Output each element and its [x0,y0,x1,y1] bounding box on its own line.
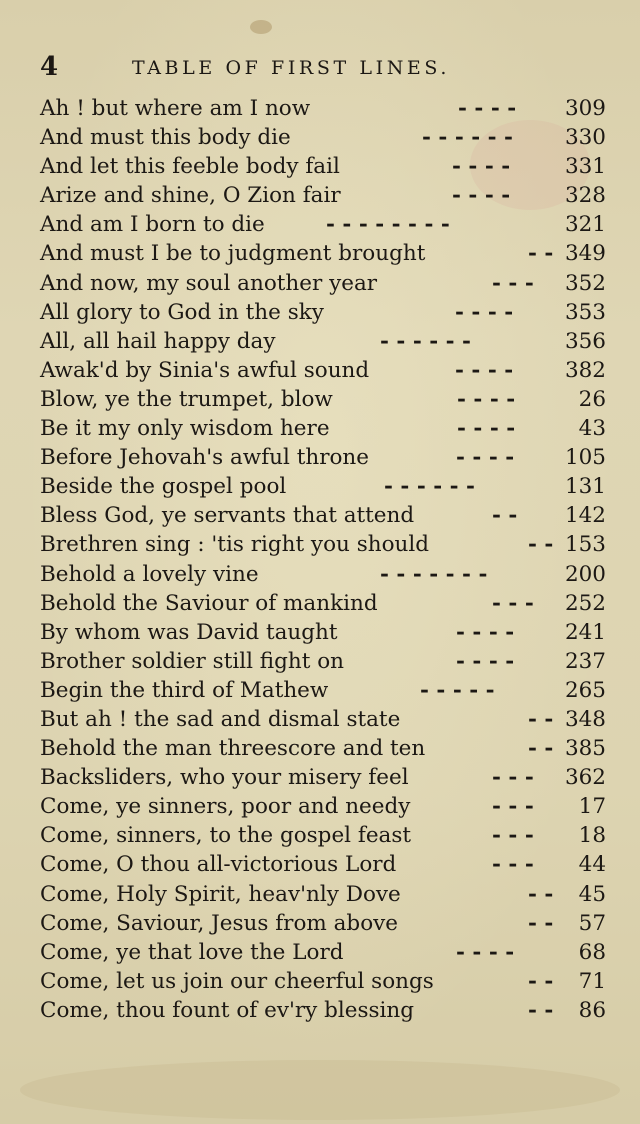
first-line-text: Come, O thou all-victorious Lord [40,852,397,878]
index-entry [40,763,606,792]
hymn-number: 331 [564,154,606,180]
index-entry [40,181,606,210]
hymn-number: 45 [578,881,606,907]
first-line-text: And am I born to die [40,212,265,238]
first-line-text: But ah ! the sad and dismal state [40,706,401,732]
first-line-text: Come, Saviour, Jesus from above [40,910,399,936]
first-line-text: Come, Holy Spirit, heav'nly Dove [40,881,401,907]
index-entry [40,472,606,501]
first-line-text: Brethren sing : 'tis right you should [40,532,430,558]
index-entry [40,589,606,618]
hymn-number: 330 [564,125,606,151]
dot-leader: - - [528,706,554,732]
first-line-text: Blow, ye the trumpet, blow [40,386,333,412]
paper-stain [20,1060,620,1120]
first-line-text: Before Jehovah's awful throne [40,445,369,471]
hymn-number: 385 [564,736,606,762]
index-entry [40,298,606,327]
first-line-text: Behold the man threescore and ten [40,736,426,762]
index-entry [40,269,606,298]
dot-leader: - - [492,503,518,529]
first-line-text: Behold a lovely vine [40,561,259,587]
first-line-text: Bless God, ye servants that attend [40,503,415,529]
first-line-text: All glory to God in the sky [40,299,324,325]
hymn-number: 26 [578,386,606,412]
first-line-text: Awak'd by Sinia's awful sound [40,357,370,383]
first-line-text: Brother soldier still fight on [40,648,345,674]
index-entry [40,152,606,181]
first-line-text: Ah ! but where am I now [40,96,311,121]
running-title: TABLE OF FIRST LINES. [132,57,450,79]
dot-leader: - - - - - - [422,125,513,151]
first-line-text: Come, let us join our cheerful songs [40,968,434,994]
first-line-text: And must I be to judgment brought [40,241,426,267]
index-entry [40,560,606,589]
index-entry [40,94,606,123]
dot-leader: - - - - [458,96,517,121]
first-line-text: Be it my only wisdom here [40,416,330,442]
index-entry [40,821,606,850]
index-entry [40,647,606,676]
hymn-number: 382 [564,357,606,383]
index-entry [40,327,606,356]
page-header [40,50,600,84]
hymn-number: 252 [564,590,606,616]
hymn-number: 362 [564,765,606,791]
index-entry [40,792,606,821]
index-entry [40,530,606,559]
index-entry [40,996,606,1025]
first-line-text: Come, sinners, to the gospel feast [40,823,412,849]
index-entry [40,676,606,705]
dot-leader: - - - - [456,648,515,674]
hymn-number: 349 [564,241,606,267]
first-line-text: Come, ye that love the Lord [40,939,344,965]
index-entry [40,239,606,268]
dot-leader: - - - - [457,416,516,442]
hymn-number: 353 [564,299,606,325]
dot-leader: - - - - [452,183,511,209]
hymn-number: 265 [564,677,606,703]
index-entry [40,414,606,443]
hymn-number: 71 [578,968,606,994]
first-line-text: Backsliders, who your misery feel [40,765,409,791]
hymn-number: 200 [564,561,606,587]
hymn-number: 142 [564,503,606,529]
first-line-text: Behold the Saviour of mankind [40,590,378,616]
dot-leader: - - - - - - [380,328,471,354]
hymn-number: 328 [564,183,606,209]
dot-leader: - - - - [457,386,516,412]
hymn-number: 309 [564,96,606,121]
dot-leader: - - - - [456,445,515,471]
dot-leader: - - - - [455,299,514,325]
index-entry [40,618,606,647]
dot-leader: - - [528,968,554,994]
hymn-number: 68 [578,939,606,965]
dot-leader: - - [528,997,554,1023]
index-entry [40,443,606,472]
first-lines-index [40,94,606,1025]
index-entry [40,356,606,385]
hymn-number: 237 [564,648,606,674]
dot-leader: - - - - - [420,677,495,703]
index-entry [40,734,606,763]
hymn-number: 356 [564,328,606,354]
first-line-text: And now, my soul another year [40,270,378,296]
index-entry [40,967,606,996]
index-entry [40,501,606,530]
dot-leader: - - [528,736,554,762]
dot-leader: - - [528,881,554,907]
page-number: 4 [40,52,59,82]
hymn-number: 348 [564,706,606,732]
first-line-text: Beside the gospel pool [40,474,287,500]
dot-leader: - - - [492,765,534,791]
first-line-text: Arize and shine, O Zion fair [40,183,341,209]
first-line-text: Come, ye sinners, poor and needy [40,794,411,820]
hymn-number: 241 [564,619,606,645]
first-line-text: All, all hail happy day [40,328,276,354]
hymn-number: 44 [578,852,606,878]
dot-leader: - - - - [452,154,511,180]
first-line-text: By whom was David taught [40,619,338,645]
dot-leader: - - - [492,852,534,878]
index-entry [40,909,606,938]
index-entry [40,705,606,734]
first-line-text: Come, thou fount of ev'ry blessing [40,997,415,1023]
dot-leader: - - [528,241,554,267]
dot-leader: - - [528,910,554,936]
dot-leader: - - [528,532,554,558]
first-line-text: And let this feeble body fail [40,154,340,180]
hymn-number: 153 [564,532,606,558]
hymn-number: 86 [578,997,606,1023]
dot-leader: - - - [492,823,534,849]
hymn-number: 131 [564,474,606,500]
index-entry [40,210,606,239]
paper-stain [250,20,272,34]
hymn-number: 105 [564,445,606,471]
hymn-number: 57 [578,910,606,936]
hymn-number: 17 [578,794,606,820]
dot-leader: - - - [492,590,534,616]
index-entry [40,385,606,414]
dot-leader: - - - - - - - [380,561,488,587]
dot-leader: - - - [492,270,534,296]
hymn-number: 321 [564,212,606,238]
hymn-number: 43 [578,416,606,442]
index-entry [40,123,606,152]
dot-leader: - - - - - - [384,474,475,500]
dot-leader: - - - - [456,939,515,965]
dot-leader: - - - [492,794,534,820]
dot-leader: - - - - - - - - [326,212,450,238]
dot-leader: - - - - [456,619,515,645]
first-line-text: Begin the third of Mathew [40,677,329,703]
hymn-number: 18 [578,823,606,849]
index-entry [40,938,606,967]
hymn-number: 352 [564,270,606,296]
dot-leader: - - - - [455,357,514,383]
index-entry [40,850,606,879]
index-entry [40,880,606,909]
first-line-text: And must this body die [40,125,291,151]
